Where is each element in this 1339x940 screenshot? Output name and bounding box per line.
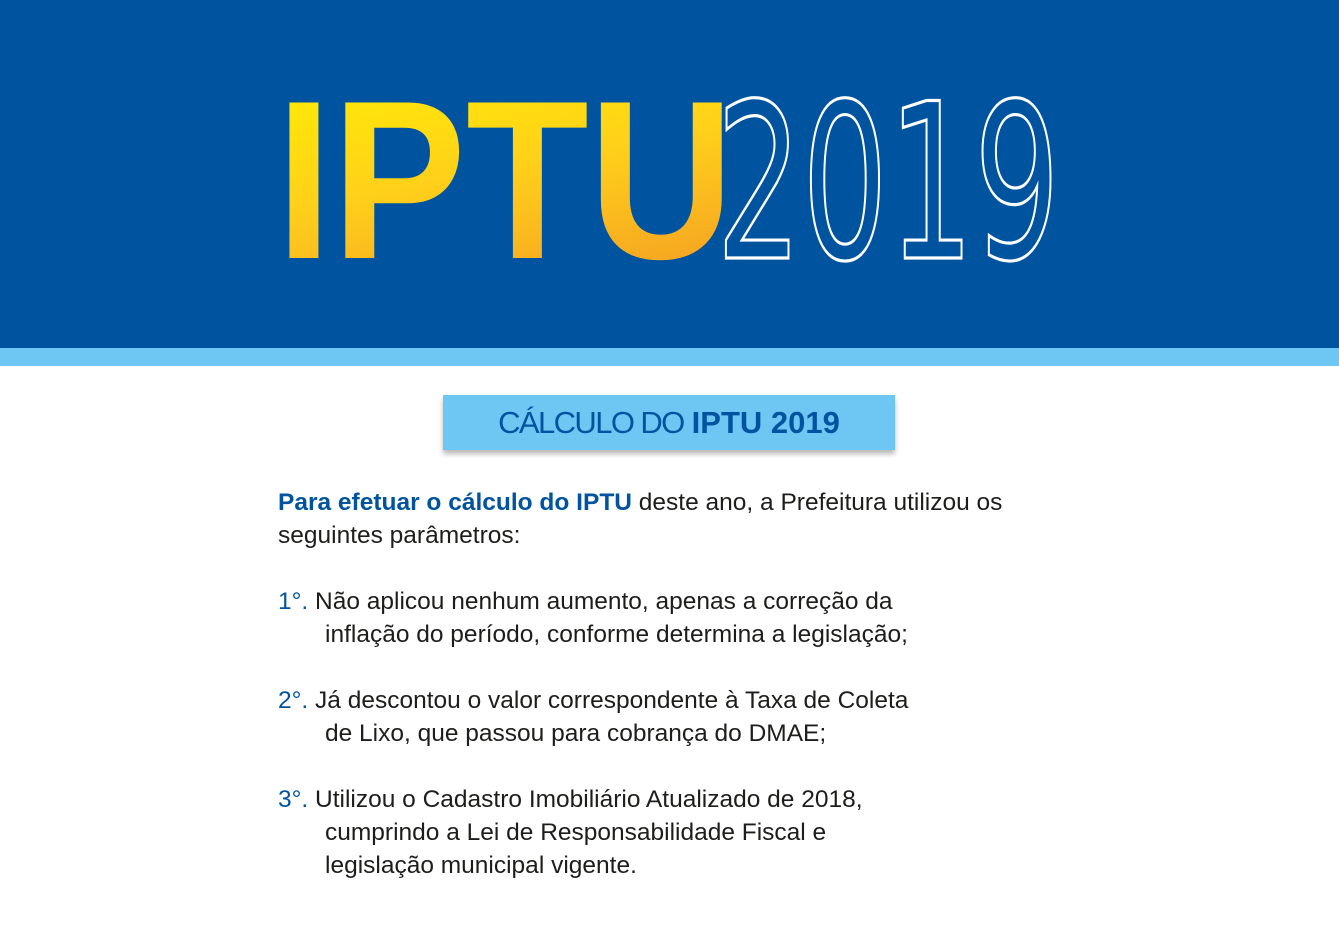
item-text-line-2: de Lixo, que passou para cobrança do DMAE; (325, 720, 827, 747)
intro-lead: Para efetuar o cálculo do IPTU (278, 489, 632, 516)
item-text-line-2: cumprindo a Lei de Responsabilidade Fiscal e (325, 819, 827, 846)
iptu-2019-logo (0, 0, 1339, 348)
parameter-item-1 (278, 585, 1078, 651)
item-text-line-2: inflação do período, conforme determina a legislação; (325, 621, 908, 648)
item-number: 2°. (278, 687, 309, 714)
heading-bold-text: IPTU 2019 (691, 404, 840, 440)
item-number: 1°. (278, 588, 309, 615)
item-text-line-1: Já descontou o valor correspondente à Taxa de Coleta (308, 687, 909, 714)
heading-regular-text: CÁLCULO DO (498, 404, 684, 440)
intro-rest: deste ano, a Prefeitura utilizou os (631, 489, 1003, 516)
item-text-line-1: Não aplicou nenhum aumento, apenas a correção da (308, 588, 893, 615)
item-text-line-3: legislação municipal vigente. (325, 852, 637, 879)
item-number: 3°. (278, 786, 309, 813)
parameter-item-3 (278, 783, 1078, 882)
intro-line-2: seguintes parâmetros: (278, 522, 521, 549)
logo-word: IPTU (276, 53, 734, 306)
parameter-item-2 (278, 684, 1078, 750)
section-heading (443, 395, 895, 450)
logo-year: 2019 (716, 58, 1060, 309)
content-body (278, 486, 1078, 882)
item-text-line-1: Utilizou o Cadastro Imobiliário Atualizado de 2018, (308, 786, 863, 813)
banner-stripe (0, 348, 1339, 366)
intro-paragraph (278, 486, 1078, 552)
